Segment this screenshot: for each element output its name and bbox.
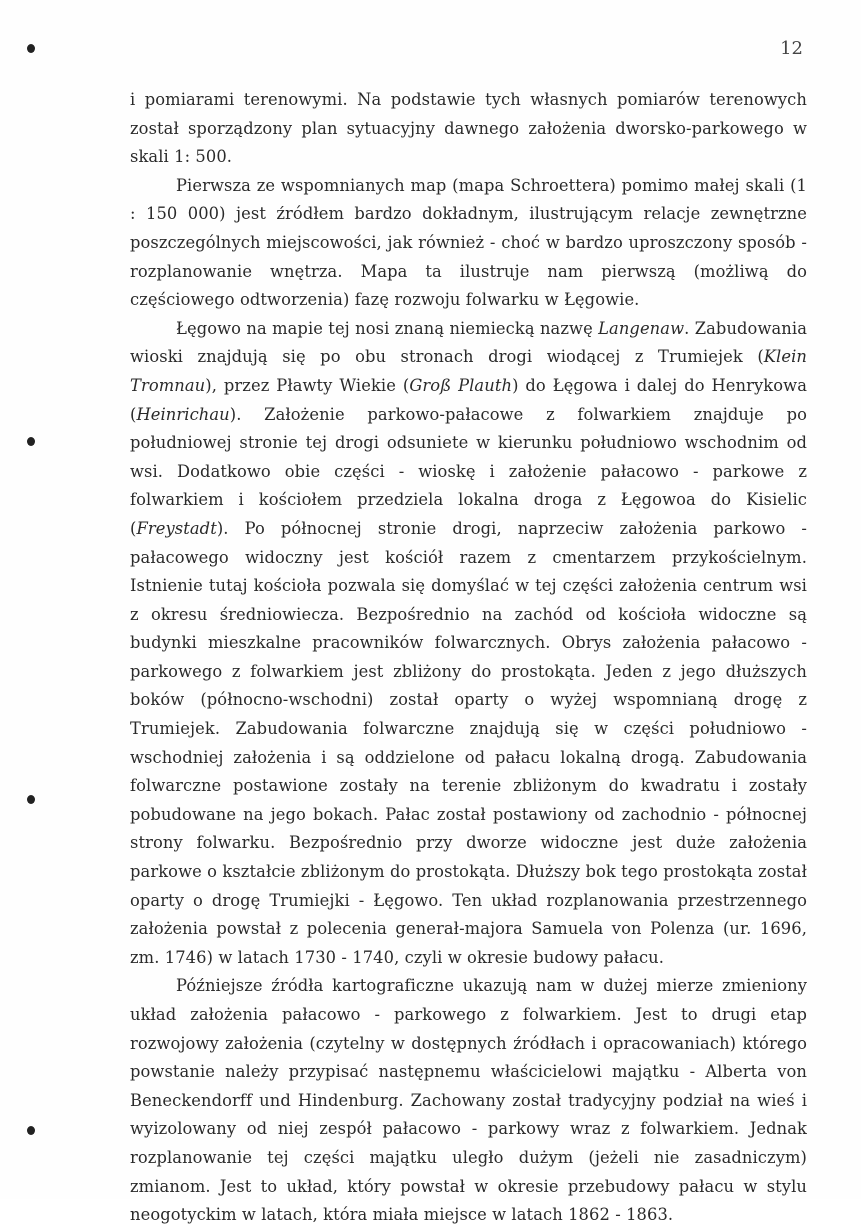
text-segment: ), przez Pławty Wiekie (: [205, 375, 410, 395]
italic-place-name: Freystadt: [136, 518, 217, 538]
text-segment: ). Po północnej stronie drogi, naprzeciw założenia parkowo - pałacowego widoczny jest kościół razem z cmentarzem przykościelnym. Istnienie tutaj kościoła pozwala się domyślać w tej części założenia centrum wsi z okresu średniowiecza. Bezpośrednio na zachód od kościoła widoczne są budynki mieszkalne pracowników folwarcznych. Obrys założenia pałacowo - parkowego z folwarkiem jest zbliżony do prostokąta. Jeden z jego dłuższych boków (północno-wschodni) został oparty o wyżej wspomnianą drogę z Trumiejek. Zabudowania folwarczne znajdują się w części południowo - wschodniej założenia i są oddzielone od pałacu lokalną drogą. Zabudowania folwarczne postawione zostały na terenie zbliżonym do kwadratu i zostały pobudowane na jego bokach. Pałac został postawiony od zachodnio - północnej strony folwarku. Bezpośrednio przy dworze widoczne jest duże założenia parkowe o kształcie zbliżonym do prostokąta. Dłuższy bok tego prostokąta został oparty o drogę Trumiejki - Łęgowo. Ten układ rozplanowania przestrzennego założenia powstał z polecenia generał-majora Samuela von Polenza (ur. 1696, zm. 1746) w latach 1730 - 1740, czyli w okresie budowy pałacu.: [130, 518, 807, 967]
italic-place-name: Groß Plauth: [409, 375, 513, 395]
text-segment: ). Założenie parkowo-pałacowe z folwarkiem znajduje po południowej stronie tej drogi odsuniete w kierunku południowo wschodnim od wsi. Dodatkowo obie części - wioskę i założenie pałacowo - parkowe z folwarkiem i kościołem przedziela lokalna droga z Łęgowoa do Kisielic (: [130, 404, 807, 538]
paragraph: [130, 972, 807, 1229]
italic-place-name: Klein Tromnau: [130, 347, 807, 395]
text-segment: . Zabudowania wioski znajdują się po obu stronach drogi wiodącej z Trumiejek (: [130, 318, 807, 367]
document-body: [130, 86, 807, 1230]
binder-hole-mark: [27, 795, 35, 804]
binder-hole-mark: [27, 437, 35, 446]
text-segment: Pierwsza ze wspomnianych map (mapa Schroettera) pomimo małej skali (1 : 150 000) jest źródłem bardzo dokładnym, ilustrującym relacje zewnętrzne poszczególnych miejscowości, jak również - choć w bardzo uproszczony sposób - rozplanowanie wnętrza. Mapa ta ilustruje nam pierwszą (możliwą do częściowego odtworzenia) fazę rozwoju folwarku w Łęgowie.: [130, 175, 807, 310]
page-number: 12: [780, 38, 803, 59]
paragraph: [130, 172, 807, 315]
binder-hole-mark: [27, 44, 35, 53]
italic-place-name: Langenaw: [598, 318, 685, 338]
text-segment: Łęgowo na mapie tej nosi znaną niemiecką nazwę: [176, 318, 599, 338]
binder-hole-mark: [27, 1126, 35, 1135]
text-segment: ) do Łęgowa i dalej do Henrykowa (: [130, 375, 808, 424]
text-segment: i pomiarami terenowymi. Na podstawie tych własnych pomiarów terenowych został sporządzony plan sytuacyjny dawnego założenia dworsko-parkowego w skali 1: 500.: [130, 90, 807, 167]
italic-place-name: Heinrichau: [136, 404, 230, 424]
paragraph: [130, 315, 807, 973]
paragraph: [130, 86, 807, 172]
text-segment: Późniejsze źródła kartograficzne ukazują nam w dużej mierze zmieniony układ założenia pałacowo - parkowego z folwarkiem. Jest to drugi etap rozwojowy założenia (czytelny w dostępnych źródłach i opracowaniach) którego powstanie należy przypisać następnemu właścicielowi majątku - Alberta von Beneckendorff und Hindenburg. Zachowany został tradycyjny podział na wieś i wyizolowany od niej zespół pałacowo - parkowy wraz z folwarkiem. Jednak rozplanowanie tej części majątku uległo dużym (jeżeli nie zasadniczym) zmianom. Jest to układ, który powstał w okresie przebudowy pałacu w stylu neogotyckim w latach, która miała miejsce w latach 1862 - 1863.: [130, 976, 807, 1225]
